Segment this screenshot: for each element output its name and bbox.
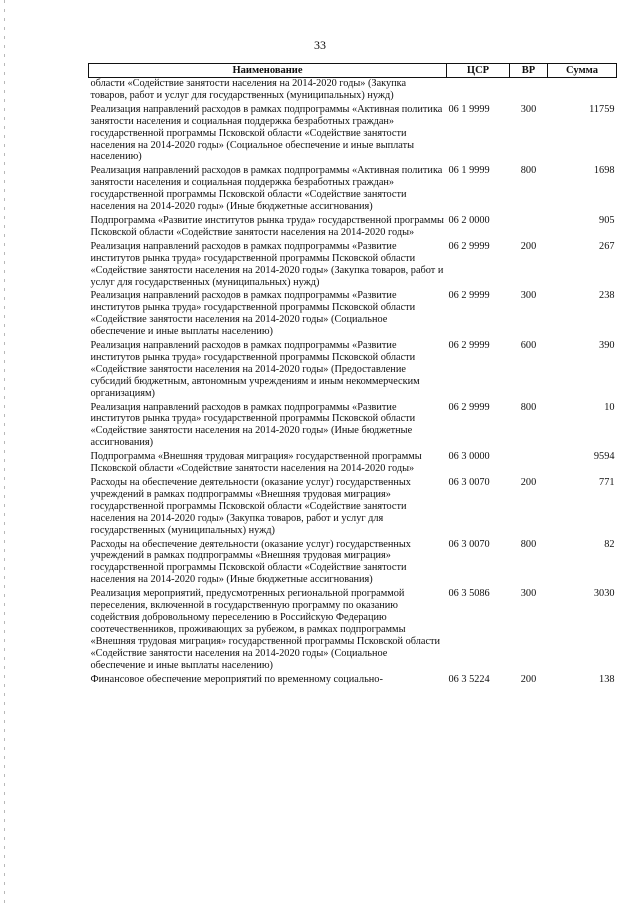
row-csr: 06 3 0070: [448, 477, 490, 488]
row-vr: 800: [520, 401, 537, 413]
row-csr: 06 3 5224: [448, 673, 490, 685]
row-vr: 200: [520, 240, 537, 252]
table-row: [89, 477, 617, 539]
header-vr: ВР: [510, 64, 548, 78]
row-sum: 267: [599, 240, 615, 252]
row-csr: 06 2 9999: [448, 340, 490, 352]
table-row: [89, 674, 617, 688]
table-row: [89, 402, 617, 452]
row-name: Расходы на обеспечение деятельности (оказание услуг) государственных учреждений в рамках подпрограммы «Внешняя трудовая миграция» государственной программы Псковской области «Содействие занятости населения на 2014-2020 годы» (Закупка товаров, работ и услуг для государственных (муниципальных) нужд): [90, 477, 411, 536]
header-sum: Сумма: [548, 64, 617, 78]
row-vr: 300: [520, 588, 537, 600]
table-row: [89, 78, 617, 104]
table-row: [89, 241, 617, 291]
row-sum: 771: [599, 477, 615, 488]
row-sum: [548, 78, 617, 104]
row-csr: 06 3 0000: [448, 451, 490, 463]
row-name: Подпрограмма «Развитие институтов рынка труда» государственной программы Псковской области «Содействие занятости населения на 2014-2020 годы»: [90, 214, 444, 238]
row-sum: 82: [604, 538, 615, 550]
table-header-row: [89, 64, 617, 78]
row-vr: [510, 78, 548, 104]
table-row: [89, 215, 617, 241]
row-vr: 600: [520, 340, 537, 352]
row-name: Реализация направлений расходов в рамках подпрограммы «Развитие институтов рынка труда» государственной программы Псковской области «Содействие занятости населения на 2014-2020 годы» (Социальное обеспечение и иные выплаты населению): [90, 290, 416, 338]
row-csr: 06 2 9999: [448, 290, 490, 302]
row-sum: 10: [604, 401, 615, 413]
row-csr: 06 2 9999: [448, 240, 490, 252]
row-vr: 200: [520, 477, 537, 488]
row-vr: 300: [520, 103, 537, 115]
row-name: Реализация направлений расходов в рамках подпрограммы «Активная политика занятости населения и социальная поддержка безработных граждан» государственной программы Псковской области «Содействие занятости населения на 2014-2020 годы» (Иные бюджетные ассигнования): [90, 165, 443, 213]
row-sum: 11759: [589, 103, 615, 115]
row-sum: 1698: [593, 165, 615, 177]
row-name: Реализация мероприятий, предусмотренных региональной программой переселения, включенной в государственную программу по оказанию содействия добровольному переселению в Российскую Федерацию соотечественников, проживающих за рубежом, в рамках подпрограммы «Внешняя трудовая миграция» государственной программы Псковской области «Содействие занятости населения на 2014-2020 годы» (Социальное обеспечение и иные выплаты населению): [90, 588, 441, 671]
row-vr: [510, 451, 548, 477]
row-sum: 905: [599, 214, 615, 226]
row-csr: 06 3 5086: [448, 588, 490, 600]
row-name: Расходы на обеспечение деятельности (оказание услуг) государственных учреждений в рамках подпрограммы «Внешняя трудовая миграция» государственной программы Псковской области «Содействие занятости населения на 2014-2020 годы» (Иные бюджетные ассигнования): [90, 538, 411, 586]
row-csr: 06 2 9999: [448, 401, 490, 413]
row-vr: [510, 215, 548, 241]
table-row: [89, 290, 617, 340]
table-row: [89, 451, 617, 477]
table-row: [89, 539, 617, 589]
page-number: 33: [314, 38, 326, 52]
row-csr: 06 1 9999: [448, 103, 490, 115]
row-name: Реализация направлений расходов в рамках подпрограммы «Развитие институтов рынка труда» государственной программы Псковской области «Содействие занятости населения на 2014-2020 годы» (Предоставление субсидий бюджетным, автономным учреждениям и иным некоммерческим организациям): [90, 340, 420, 399]
table-row: [89, 104, 617, 166]
table-row: [89, 588, 617, 673]
table-row: [89, 340, 617, 402]
budget-table: [88, 63, 617, 687]
row-sum: 390: [599, 340, 615, 352]
row-sum: 9594: [593, 451, 615, 463]
row-vr: 300: [520, 290, 537, 302]
row-name: Подпрограмма «Внешняя трудовая миграция» государственной программы Псковской области «Содействие занятости населения на 2014-2020 годы»: [90, 451, 422, 475]
row-sum: 238: [599, 290, 615, 302]
row-sum: 3030: [593, 588, 615, 600]
row-csr: 06 1 9999: [448, 165, 490, 177]
row-name: области «Содействие занятости населения на 2014-2020 годы» (Закупка товаров, работ и услуг для государственных (муниципальных) нужд): [90, 78, 407, 101]
row-csr: 06 3 0070: [448, 538, 490, 550]
row-csr: 06 2 0000: [448, 214, 490, 226]
row-name: Реализация направлений расходов в рамках подпрограммы «Развитие институтов рынка труда» государственной программы Псковской области «Содействие занятости населения на 2014-2020 годы» (Иные бюджетные ассигнования): [90, 401, 416, 449]
row-name: Финансовое обеспечение мероприятий по временному социально-: [90, 673, 383, 685]
header-name: Наименование: [89, 64, 447, 78]
row-name: Реализация направлений расходов в рамках подпрограммы «Развитие институтов рынка труда» государственной программы Псковской области «Содействие занятости населения на 2014-2020 годы» (Закупка товаров, работ и услуг для государственных (муниципальных) нужд): [90, 240, 444, 288]
row-vr: 200: [520, 673, 537, 685]
row-vr: 800: [520, 165, 537, 177]
header-csr: ЦСР: [447, 64, 510, 78]
scan-edge-marks: [4, 0, 5, 905]
table-row: [89, 165, 617, 215]
row-csr: [447, 78, 510, 104]
row-sum: 138: [599, 673, 615, 685]
row-name: Реализация направлений расходов в рамках подпрограммы «Активная политика занятости населения и социальная поддержка безработных граждан» государственной программы Псковской области «Содействие занятости населения на 2014-2020 годы» (Социальное обеспечение и иные выплаты населению): [90, 103, 443, 163]
row-vr: 800: [520, 538, 537, 550]
